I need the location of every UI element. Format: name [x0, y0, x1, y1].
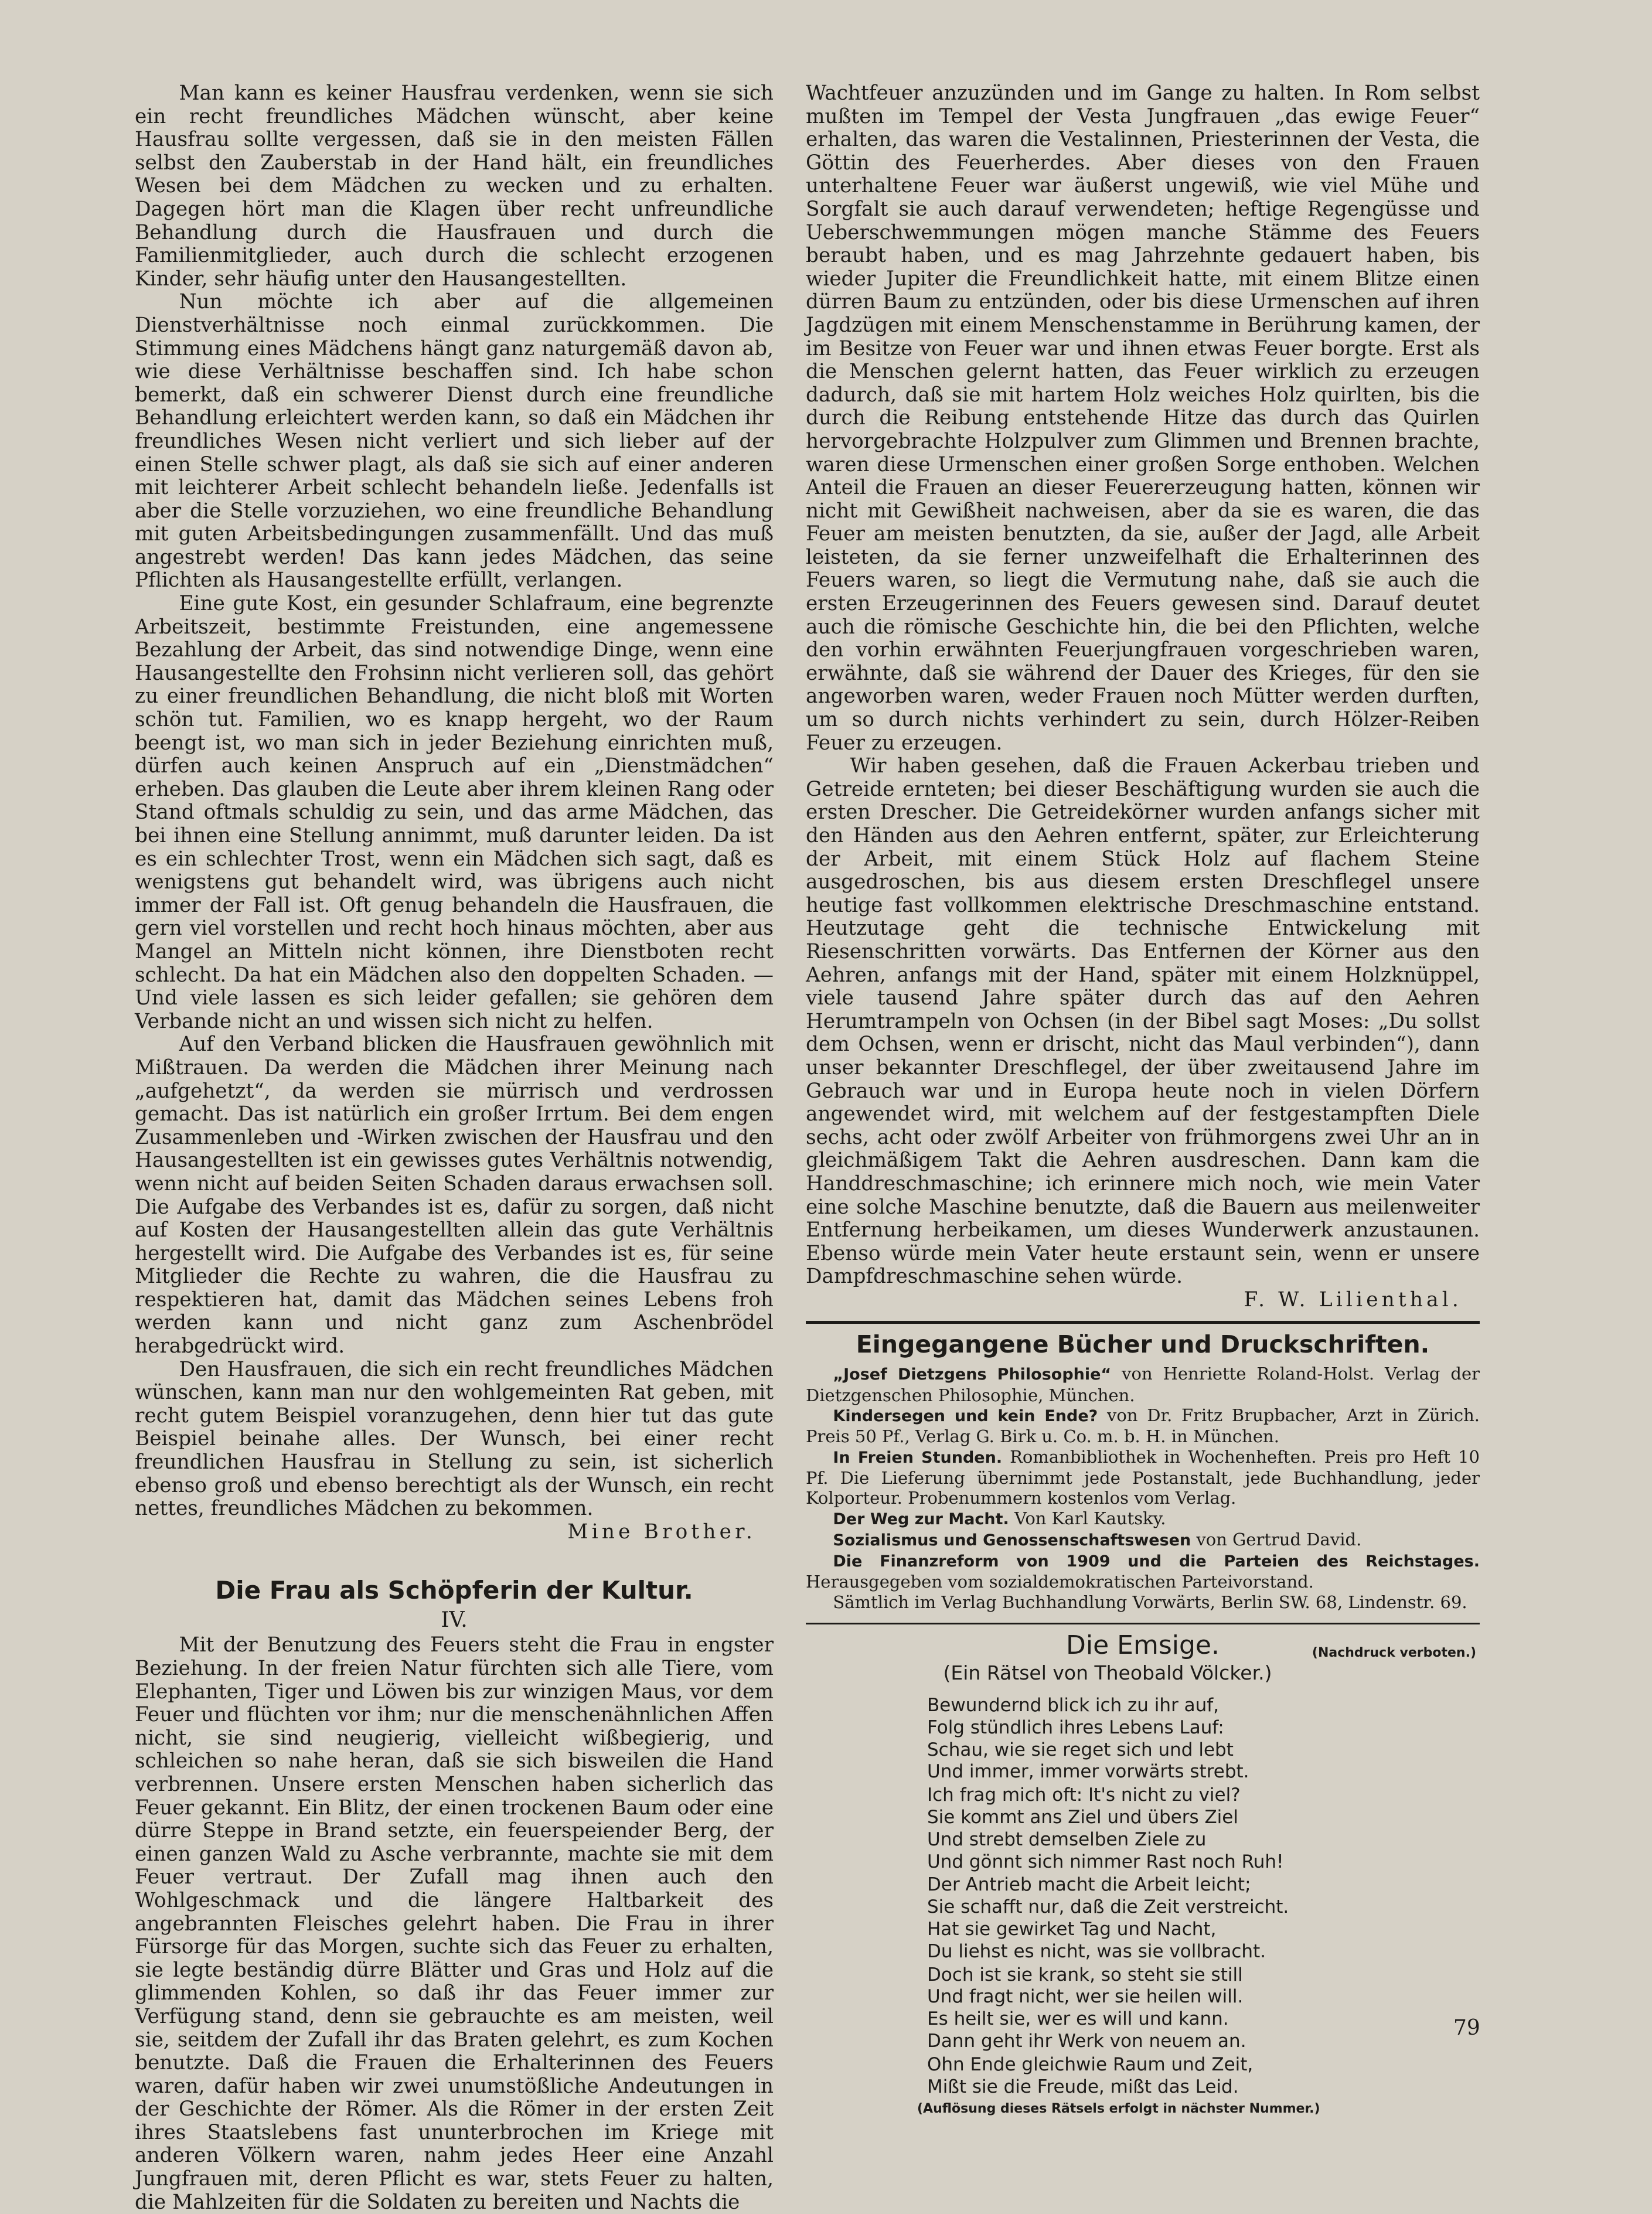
left-column [135, 82, 774, 2214]
section-title: Die Frau als Schöpferin der Kultur. [215, 1576, 693, 1605]
book-title: In Freien Stunden. [833, 1448, 1003, 1467]
poem-stanza [927, 2054, 1480, 2099]
section-number: IV. [441, 1608, 468, 1633]
poem-line: Sie kommt ans Ziel und übers Ziel [927, 1807, 1238, 1828]
poem-line: Du liehst es nicht, was sie vollbracht. [927, 1940, 1266, 1962]
poem-line: Schau, wie sie reget sich und lebt [927, 1739, 1234, 1760]
book-text: Romanbibliothek in Wochenheften. Preis pro Heft 10 Pf. Die Lieferung übernimmt jede Postanstalt, jede Buchhandlung, jeder Kolporteur. Probenummern kostenlos vom Verlag. [806, 1446, 1480, 1508]
right-column [806, 82, 1480, 2118]
poem-line: Und gönnt sich nimmer Rast noch Ruh! [927, 1851, 1284, 1872]
poem-title: Die Emsige. [1066, 1630, 1220, 1661]
poem-stanza [927, 1874, 1480, 1963]
book-title: Kindersegen und kein Ende? [833, 1407, 1098, 1426]
book-title: Der Weg zur Macht. [833, 1510, 1009, 1528]
book-entry [806, 1551, 1480, 1592]
paragraph: Man kann es keiner Hausfrau verdenken, wenn sie sich ein recht freundliches Mädchen wünscht, aber keine Hausfrau sollte vergessen, daß sie in den meisten Fällen selbst den Zauberstab in der Hand hält, ein freundliches Wesen bei dem Mädchen zu wecken und zu erhalten. Dagegen hört man die Klagen über recht unfreundliche Behandlung durch die Hausfrauen und durch die Familienmitglieder, auch durch die schlecht erzogenen Kinder, sehr häufig unter den Hausangestellten. [135, 81, 774, 291]
book-text: Von Karl Kautsky. [1009, 1508, 1166, 1528]
poem-body [927, 1695, 1480, 2098]
paragraph: Auf den Verband blicken die Hausfrauen gewöhnlich mit Mißtrauen. Da werden die Mädchen ihrer Meinung nach „aufgehetzt“, da werden sie mürrisch und verdrossen gemacht. Das ist natürlich ein großer Irrtum. Bei dem engen Zusammenleben und -Wirken zwischen der Hausfrau und den Hausangestellten ist ein gewisses gutes Verhältnis notwendig, wenn nicht auf beiden Seiten Schaden daraus erwachsen soll. Die Aufgabe des Verbandes ist es, dafür zu sorgen, daß nicht auf Kosten der Hausangestellten allein das gute Verhältnis hergestellt wird. Die Aufgabe des Verbandes ist es, für seine Mitglieder die Rechte zu wahren, die die Hausfrau zu respektieren hat, damit das Mädchen seines Lebens froh werden kann und nicht ganz zum Aschenbrödel herabgedrückt wird. [135, 1033, 774, 1358]
book-text: von Henriette Roland-Holst. Verlag der Dietzgenschen Philosophie, München. [806, 1364, 1480, 1405]
book-title: „Josef Dietzgens Philosophie“ [833, 1365, 1112, 1384]
poem-line: Es heilt sie, wer es will und kann. [927, 2008, 1229, 2030]
poem-line: Doch ist sie krank, so steht sie still [927, 1964, 1243, 1985]
signature: F. W. Lilienthal. [1244, 1287, 1462, 1312]
paragraph: Wir haben gesehen, daß die Frauen Ackerbau trieben und Getreide ernteten; bei dieser Beschäftigung wurden sie auch die ersten Drescher. Die Getreidekörner wurden anfangs sicher mit den Händen aus den Aehren entfernt, später, zur Erleichterung der Arbeit, mit einem Stück Holz auf flachem Steine ausgedroschen, bis aus diesem ersten Dreschflegel unsere heutige fast vollkommen elektrische Dreschmaschine entstand. Heutzutage geht die technische Entwickelung mit Riesenschritten vorwärts. Das Entfernen der Körner aus den Aehren, anfangs mit der Hand, später mit einem Holzknüppel, viele tausend Jahre später durch das auf den Aehren Herumtrampeln von Ochsen (in der Bibel sagt Moses: „Du sollst dem Ochsen, wenn er drischt, nicht das Maul verbinden“), dann unser bekannter Dreschflegel, der über zweitausend Jahre im Gebrauch war und in Europa heute noch in vielen Dörfern angewendet wird, mit welchem auf der festgestampften Diele sechs, acht oder zwölf Arbeiter von frühmorgens zwei Uhr an in gleichmäßigem Takt die Aehren ausdreschen. Dann kam die Handdreschmaschine; ich erinnere mich noch, wie mein Vater eine solche Maschine benutzte, daß die Bauern aus meilenweiter Entfernung herbeikamen, um dieses Wunderwerk anzustaunen. Ebenso würde mein Vater heute erstaunt sein, wenn er unsere Dampfdreschmaschine sehen würde. [806, 754, 1480, 1289]
divider [806, 1321, 1480, 1324]
book-text: Sämtlich im Verlag Buchhandlung Vorwärts, Berlin SW. 68, Lindenstr. 69. [833, 1592, 1467, 1612]
poem-stanza [927, 1964, 1480, 2053]
poem-subtitle: (Ein Rätsel von Theobald Völcker.) [943, 1661, 1272, 1685]
poem-line: Dann geht ihr Werk von neuem an. [927, 2030, 1246, 2052]
poem-note: (Nachdruck verboten.) [1312, 1646, 1476, 1661]
divider [806, 1623, 1480, 1624]
poem-line: Hat sie gewirket Tag und Nacht, [927, 1919, 1217, 1940]
poem-footnote: (Auflösung dieses Rätsels erfolgt in nächster Nummer.) [917, 2101, 1320, 2117]
book-entry [806, 1364, 1480, 1405]
book-entry [806, 1530, 1480, 1551]
paragraph: Wachtfeuer anzuzünden und im Gange zu halten. In Rom selbst mußten im Tempel der Vesta Jungfrauen „das ewige Feuer“ erhalten, das waren die Vestalinnen, Priesterinnen der Vesta, die Göttin des Feuerherdes. Aber dieses von den Frauen unterhaltene Feuer war äußerst ungewiß, wie viel Mühe und Sorgfalt sie auch darauf verwendeten; heftige Regengüsse und Ueberschwemmungen mögen manche Stämme des Feuers beraubt haben, und es mag Jahrzehnte gedauert haben, bis wieder Jupiter die Freundlichkeit hatte, mit einem Blitze einen dürren Baum zu entzünden, oder bis diese Urmenschen auf ihren Jagdzügen mit einem Menschenstamme in Berührung kamen, der im Besitze von Feuer war und ihnen etwas Feuer borgte. Erst als die Menschen gelernt hatten, das Feuer wirklich zu erzeugen dadurch, daß sie mit hartem Holz weiches Holz quirlten, bis die durch die Reibung entstehende Hitze das durch das Quirlen hervorgebrachte Holzpulver zum Glimmen und Brennen brachte, waren diese Urmenschen einer großen Sorge enthoben. Welchen Anteil die Frauen an dieser Feuererzeugung hatten, können wir nicht mit Gewißheit nachweisen, aber da sie es waren, die das Feuer am meisten benutzten, da sie, außer der Jagd, alle Arbeit leisteten, da sie ferner unzweifelhaft die Erhalterinnen des Feuers waren, so liegt die Vermutung nahe, daß sie auch die ersten Erzeugerinnen des Feuers gewesen sind. Darauf deutet auch die römische Geschichte hin, die bei den Pflichten, welche den vorhin erwähnten Feuerjungfrauen vorgeschrieben waren, erwähnte, daß sie während der Dauer des Krieges, für den sie angeworben waren, weder Frauen noch Mütter werden durften, um so durch nichts verhindert zu sein, durch Hölzer-Reiben Feuer zu erzeugen. [806, 81, 1480, 755]
poem-line: Und fragt nicht, wer sie heilen will. [927, 1986, 1244, 2008]
book-text: von Dr. Fritz Brupbacher, Arzt in Zürich. Preis 50 Pf., Verlag G. Birk u. Co. m. b. H. in München. [806, 1405, 1480, 1447]
paragraph: Nun möchte ich aber auf die allgemeinen Dienstverhältnisse noch einmal zurückkommen. Die Stimmung eines Mädchens hängt ganz naturgemäß davon ab, wie diese Verhältnisse beschaffen sind. Ich habe schon bemerkt, daß ein schwerer Dienst durch eine freundliche Behandlung erleichtert werden kann, so daß ein Mädchen ihr freundliches Wesen nicht verliert und sich lieber auf der einen Stelle schwer plagt, als daß sie sich auf einer anderen mit leichterer Arbeit schlecht behandeln ließe. Jedenfalls ist aber die Stelle vorzuziehen, wo eine freundliche Behandlung mit guten Arbeitsbedingungen zusammenfällt. Und das muß angestrebt werden! Das kann jedes Mädchen, das seine Pflichten als Hausangestellte erfüllt, verlangen. [135, 290, 774, 592]
poem-line: Mißt sie die Freude, mißt das Leid. [927, 2076, 1239, 2097]
paragraph: Mit der Benutzung des Feuers steht die Frau in engster Beziehung. In der freien Natur fürchten sich alle Tiere, vom Elephanten, Tiger und Löwen bis zur winzigen Maus, vor dem Feuer und flüchten vor ihm; nur die menschenähnlichen Affen nicht, sie sind neugierig, vielleicht wißbegierig, und schleichen so nahe heran, daß sie sich bisweilen die Hand verbrennen. Unsere ersten Menschen haben sicherlich das Feuer gekannt. Ein Blitz, der einen trockenen Baum oder eine dürre Steppe in Brand setzte, ein feuerspeiender Berg, der einen ganzen Wald zu Asche verbrannte, machte sie mit dem Feuer vertraut. Der Zufall mag ihnen auch den Wohlgeschmack und die längere Haltbarkeit des angebrannten Fleisches gelehrt haben. Die Frau in ihrer Fürsorge für das Morgen, suchte sich das Feuer zu erhalten, sie legte beständig dürre Blätter und Gras und Holz auf die glimmenden Kohlen, so daß ihr das Feuer immer zur Verfügung stand, denn sie gebrauchte es am meisten, weil sie, seitdem der Zufall ihr das Braten gelehrt, es zum Kochen benutzte. Daß die Frauen die Erhalterinnen des Feuers waren, dafür haben wir zwei unumstößliche Andeutungen in der Geschichte der Römer. Als die Römer in der ersten Zeit ihres Staatslebens fast ununterbrochen im Kriege mit anderen Völkern waren, nahm jedes Heer eine Anzahl Jungfrauen mit, deren Pflicht es war, stets Feuer zu halten, die Mahlzeiten für die Soldaten zu bereiten und Nachts die [135, 1633, 774, 2214]
poem-line: Folg stündlich ihres Lebens Lauf: [927, 1716, 1224, 1738]
book-title: Die Finanzreform von 1909 und die Parteien des Reichstages. [833, 1552, 1480, 1571]
book-text: von Gertrud David. [1191, 1529, 1362, 1549]
poem-line: Der Antrieb macht die Arbeit leicht; [927, 1874, 1251, 1896]
paragraph: Eine gute Kost, ein gesunder Schlafraum, eine begrenzte Arbeitszeit, bestimmte Freistunden, eine angemessene Bezahlung der Arbeit, das sind notwendige Dinge, wenn eine Hausangestellte den Frohsinn nicht verlieren soll, das gehört zu einer freundlichen Behandlung, die nicht bloß mit Worten schön tut. Familien, wo es knapp hergeht, wo der Raum beengt ist, wo man sich in jeder Beziehung einrichten muß, dürfen auch keinen Anspruch auf ein „Dienstmädchen“ erheben. Das glauben die Leute aber ihrem kleinen Rang oder Stand oftmals schuldig zu sein, und das arme Mädchen, das bei ihnen eine Stellung annimmt, muß darunter leiden. Da ist es ein schlechter Trost, wenn ein Mädchen sich sagt, daß es wenigstens gut behandelt wird, was übrigens auch nicht immer der Fall ist. Oft genug behandeln die Hausfrauen, die gern viel vorstellen und recht hoch hinaus möchten, aber aus Mangel an Mitteln nicht können, ihre Dienstboten recht schlecht. Da hat ein Mädchen also den doppelten Schaden. — Und viele lassen es sich leider gefallen; sie gehören dem Verbande nicht an und wissen sich nicht zu helfen. [135, 592, 774, 1033]
book-entry [806, 1508, 1480, 1530]
poem-line: Ohn Ende gleichwie Raum und Zeit, [927, 2053, 1254, 2075]
signature: Mine Brother. [567, 1520, 756, 1544]
poem-line: Ich frag mich oft: It's nicht zu viel? [927, 1784, 1241, 1806]
book-title: Sozialismus und Genossenschaftswesen [833, 1531, 1191, 1549]
poem-line: Und strebt demselben Ziele zu [927, 1828, 1207, 1850]
book-entry [806, 1447, 1480, 1508]
book-entry [806, 1405, 1480, 1447]
poem-header [806, 1630, 1480, 1661]
book-entry [806, 1592, 1480, 1613]
page-number: 79 [1453, 2016, 1480, 2040]
poem-line: Bewundernd blick ich zu ihr auf, [927, 1695, 1220, 1716]
poem-stanza [927, 1784, 1480, 1873]
poem-stanza [927, 1695, 1480, 1783]
paragraph: Den Hausfrauen, die sich ein recht freundliches Mädchen wünschen, kann man nur den wohlgemeinten Rat geben, mit recht gutem Beispiel voranzugehen, denn hier tut das gute Beispiel beinahe alles. Der Wunsch, bei einer recht freundlichen Hausfrau in Stellung zu sein, ist sicherlich ebenso groß und ebenso berechtigt als der Wunsch, ein recht nettes, freundliches Mädchen zu bekommen. [135, 1357, 774, 1521]
poem-line: Und immer, immer vorwärts strebt. [927, 1761, 1249, 1783]
books-heading: Eingegangene Bücher und Druckschriften. [856, 1330, 1430, 1359]
poem-line: Sie schafft nur, daß die Zeit verstreicht. [927, 1896, 1289, 1918]
book-text: Herausgegeben vom sozialdemokratischen Parteivorstand. [806, 1572, 1314, 1592]
